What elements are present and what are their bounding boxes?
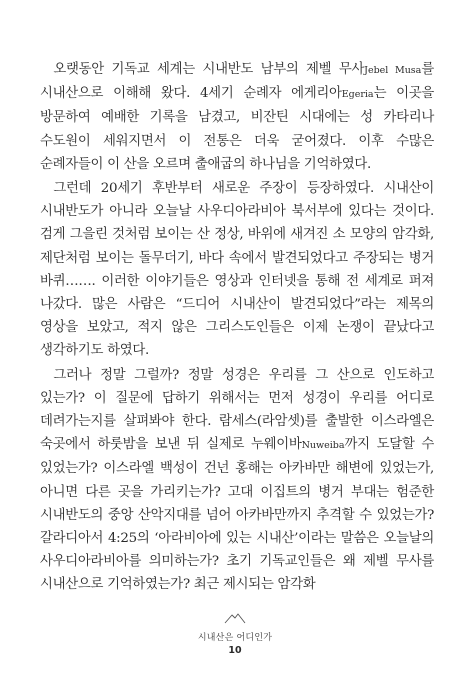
running-footer-title: 시내산은 어디인가 — [197, 633, 273, 643]
p1-text-a: 오랫동안 기독교 세계는 시내반도 남부의 제벨 무사 — [53, 62, 365, 77]
paragraph-3 — [40, 364, 434, 597]
page-footer — [0, 612, 470, 656]
p3-text-a: 그러나 정말 그럴까? 정말 성경은 우리를 그 산으로 인도하고 있는가? 이 질문에 답하기 위해서는 먼저 성경이 우리를 어디로 데려가는지를 살펴봐야 한다. 람세스(라암셋)를 출발한 이스라엘은 숙곳에서 하룻밤을 보낸 뒤 실제로 누웨이바 — [40, 367, 434, 453]
paragraph-1 — [40, 58, 434, 176]
mountain-icon — [224, 612, 246, 624]
p1-text-c: 를 시내산으로 이해해 왔다. 4세기 순례자 에게리아 — [40, 62, 434, 102]
p3-text-c: 까지 도달할 수 있었는가? 이스라엘 백성이 건넌 홍해는 아카바만 해변에 있었는가, 아니면 다른 곳을 가리키는가? 고대 이집트의 병거 부대는 험준한 시내반도의 중앙 산악지대를 넘어 아카바만까지 추격할 수 있었는가? 갈라디아서 4:25의 ‘아라비아에 있는 시내산’이라는 말씀은 오늘날의 사우디아라비아를 의미하는가? 초기 기독교인들은 왜 제벨 무사를 시내산으로 기억하였는가? 최근 제시되는 암각화 — [40, 437, 434, 593]
p1-latin-egeria: Egeria — [341, 89, 374, 101]
page-number: 10 — [228, 645, 242, 656]
p3-latin-nuweiba: Nuweiba — [301, 440, 345, 452]
paragraph-2: 그런데 20세기 후반부터 새로운 주장이 등장하였다. 시내산이 시내반도가 아니라 오늘날 사우디아라비아 북서부에 있다는 것이다. 검게 그을린 것처럼 보이는 산 정상, 바위에 새겨진 소 모양의 암각화, 제단처럼 보이는 돌무더기, 바다 속에서 발견되었다고 주장되는 병거 바퀴……. 이러한 이야기들은 영상과 인터넷을 통해 전 세계로 퍼져 나갔다. 많은 사람은 “드디어 시내산이 발견되었다”라는 제목의 영상을 보았고, 적지 않은 그리스도인들은 이제 논쟁이 끝났다고 생각하기도 하였다. — [40, 181, 434, 359]
p1-text-e: 는 이곳을 방문하여 예배한 기록을 남겼고, 비잔틴 시대에는 성 카타리나 수도원이 세워지면서 이 전통은 더욱 굳어졌다. 이후 수많은 순례자들이 이 산을 오르며 출애굽의 하나님을 기억하였다. — [40, 86, 435, 172]
book-page-body — [40, 58, 434, 597]
p1-latin-jebel-musa: Jebel Musa — [364, 65, 422, 76]
